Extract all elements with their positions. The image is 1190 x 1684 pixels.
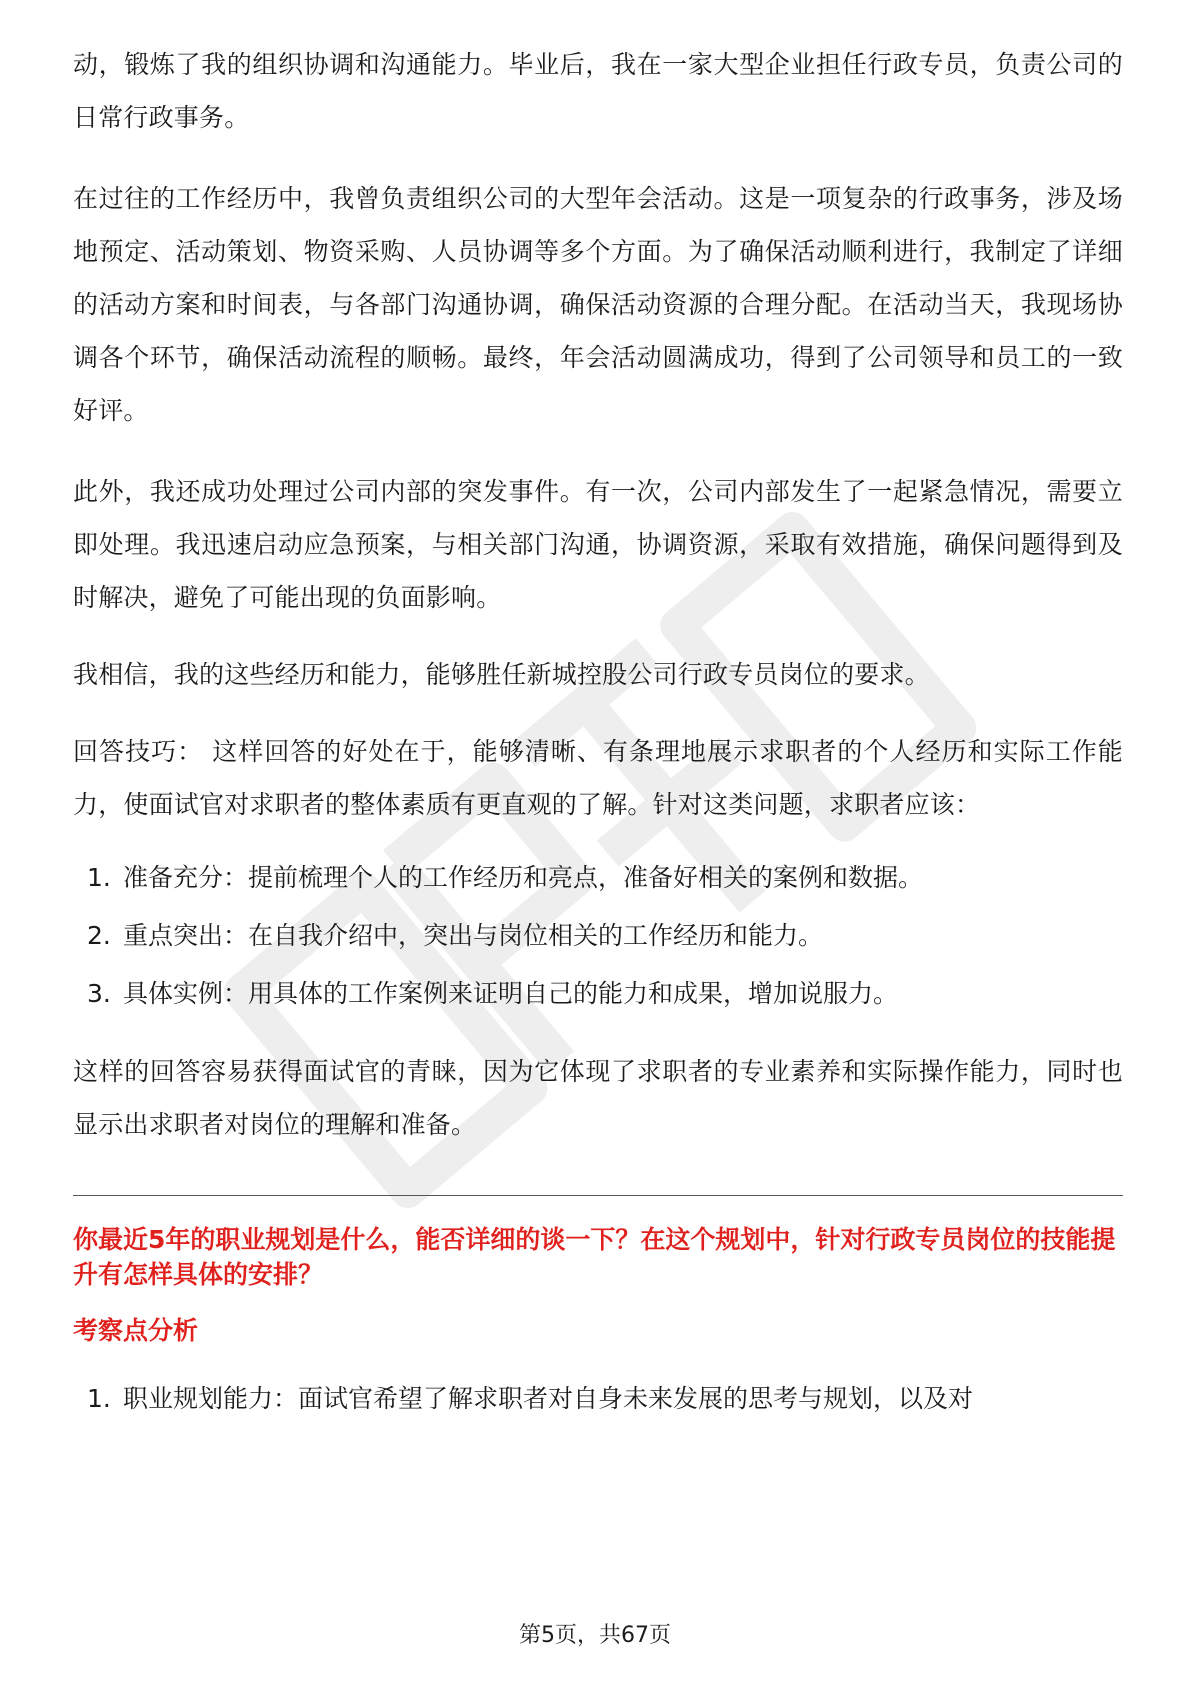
analysis-heading: 考察点分析 <box>73 1316 199 1345</box>
paragraph-3: 此外，我还成功处理过公司内部的突发事件。有一次，公司内部发生了一起紧急情况，需要立即处理。我迅速启动应急预案，与相关部门沟通，协调资源，采取有效措施，确保问题得到及时解决，避免了可能出现的负面影响。 <box>73 477 1123 612</box>
paragraph-6: 这样的回答容易获得面试官的青睐，因为它体现了求职者的专业素养和实际操作能力，同时也显示出求职者对岗位的理解和准备。 <box>73 1057 1123 1139</box>
paragraph-1: 动，锻炼了我的组织协调和沟通能力。毕业后，我在一家大型企业担任行政专员，负责公司的日常行政事务。 <box>73 50 1123 132</box>
list-item <box>73 863 1123 893</box>
interview-question: 你最近5年的职业规划是什么，能否详细的谈一下？在这个规划中，针对行政专员岗位的技能提升有怎样具体的安排？ <box>73 1225 1116 1289</box>
list-item-number: 1. <box>87 863 111 892</box>
list-item-number: 1. <box>87 1384 111 1413</box>
analysis-list <box>73 1384 1123 1414</box>
page-number: 第5页，共67页 <box>519 1623 671 1648</box>
paragraph-4: 我相信，我的这些经历和能力，能够胜任新城控股公司行政专员岗位的要求。 <box>73 660 930 689</box>
list-item <box>73 921 1123 951</box>
list-item-number: 2. <box>87 921 111 950</box>
document-body <box>73 38 1123 1414</box>
list-item-text: 准备充分：提前梳理个人的工作经历和亮点，准备好相关的案例和数据。 <box>123 863 924 892</box>
list-item-text: 重点突出：在自我介绍中，突出与岗位相关的工作经历和能力。 <box>123 921 824 950</box>
list-item-text: 职业规划能力：面试官希望了解求职者对自身未来发展的思考与规划，以及对 <box>123 1384 974 1413</box>
list-item <box>73 1384 1123 1414</box>
list-item <box>73 979 1123 1009</box>
tips-list <box>73 863 1123 1009</box>
list-item-number: 3. <box>87 979 111 1008</box>
paragraph-5: 回答技巧： 这样回答的好处在于，能够清晰、有条理地展示求职者的个人经历和实际工作能力，使面试官对求职者的整体素质有更直观的了解。针对这类问题，求职者应该： <box>73 737 1123 819</box>
section-divider <box>73 1195 1123 1196</box>
paragraph-2: 在过往的工作经历中，我曾负责组织公司的大型年会活动。这是一项复杂的行政事务，涉及场地预定、活动策划、物资采购、人员协调等多个方面。为了确保活动顺利进行，我制定了详细的活动方案和时间表，与各部门沟通协调，确保活动资源的合理分配。在活动当天，我现场协调各个环节，确保活动流程的顺畅。最终，年会活动圆满成功，得到了公司领导和员工的一致好评。 <box>73 184 1123 425</box>
list-item-text: 具体实例：用具体的工作案例来证明自己的能力和成果，增加说服力。 <box>123 979 899 1008</box>
